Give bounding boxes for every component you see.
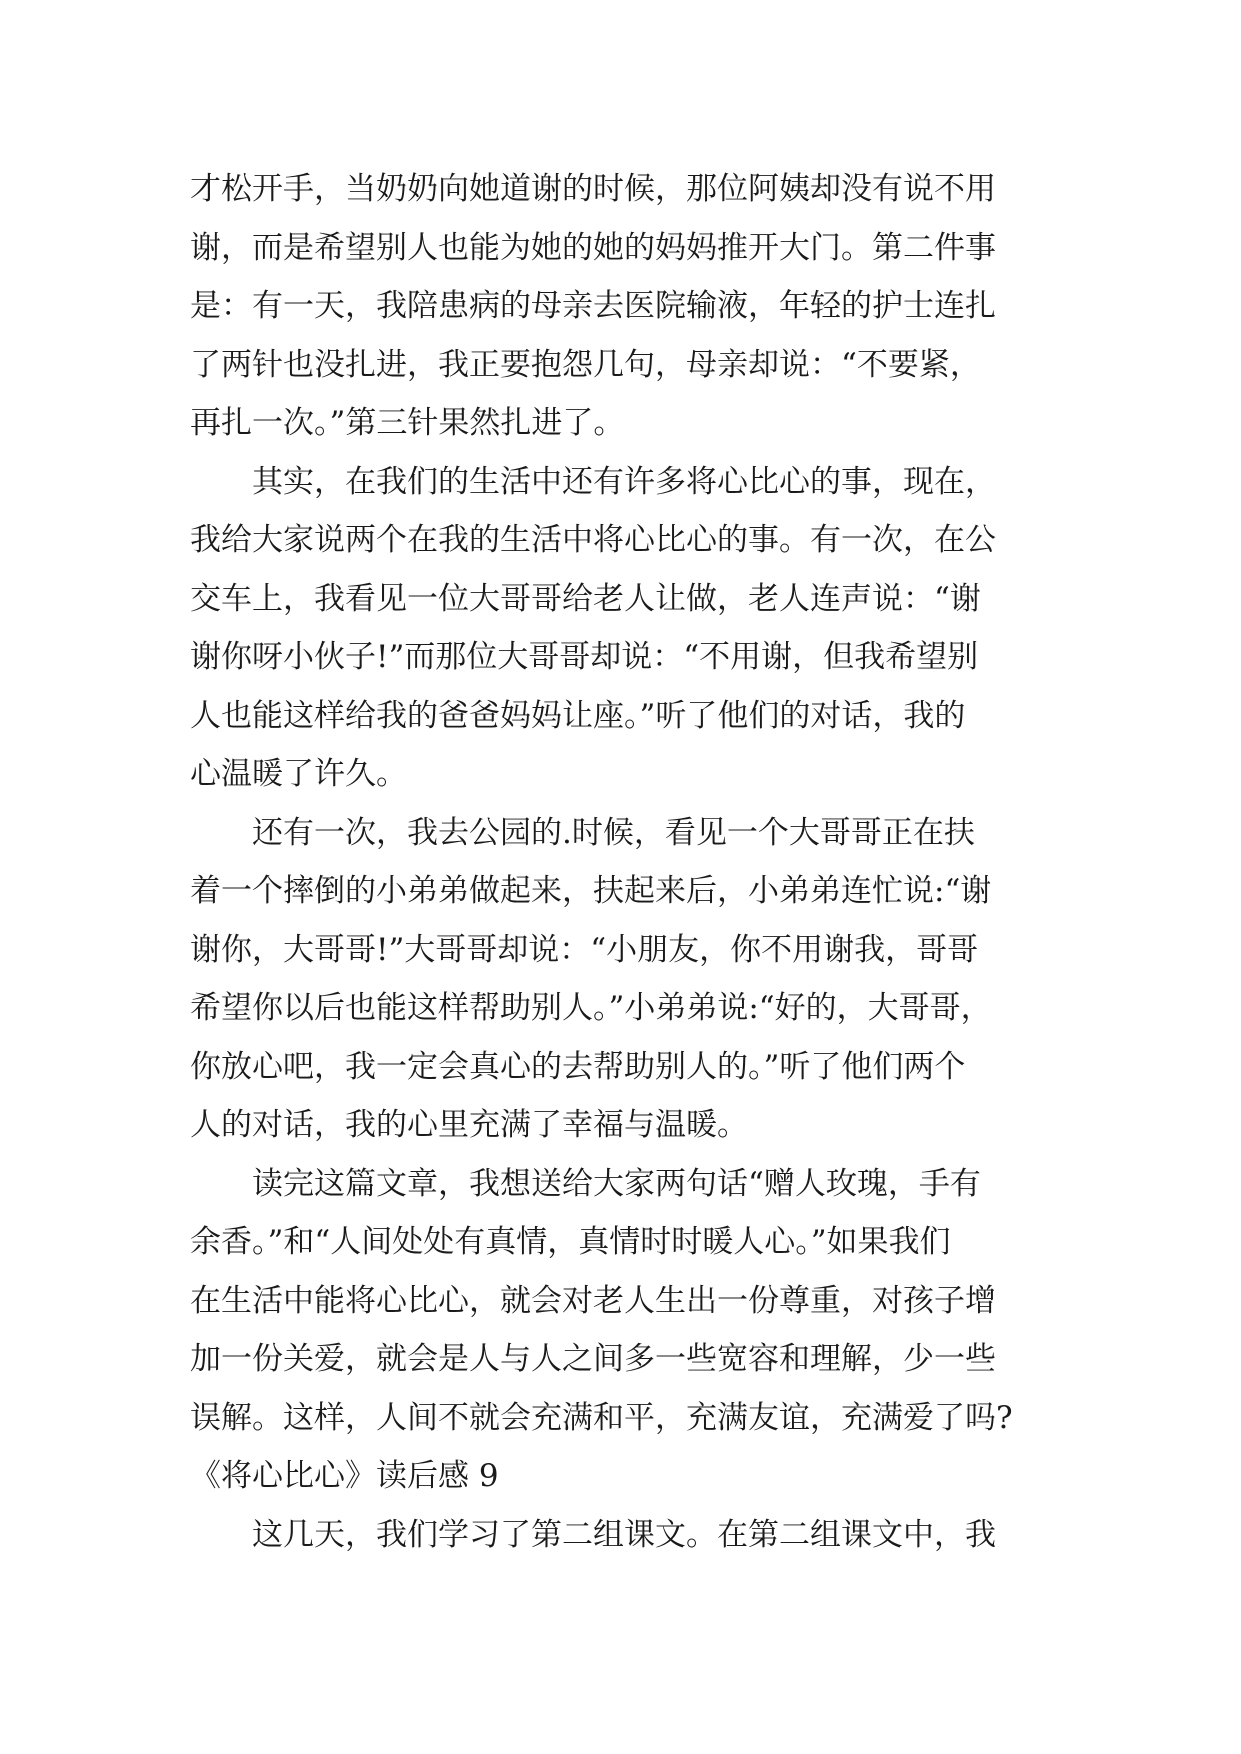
text-line: 交车上，我看见一位大哥哥给老人让做，老人连声说：“谢	[190, 580, 981, 617]
body-text	[190, 160, 1050, 1564]
text-line: 是：有一天，我陪患病的母亲去医院输液，年轻的护士连扎	[190, 288, 996, 324]
text-line: 才松开手，当奶奶向她道谢的时候，那位阿姨却没有说不用	[190, 171, 996, 207]
text-line: 希望你以后也能这样帮助别人。”小弟弟说:“好的，大哥哥，	[190, 990, 992, 1026]
text-line: 谢你，大哥哥!”大哥哥却说：“小朋友，你不用谢我，哥哥	[190, 931, 979, 968]
text-line: 你放心吧，我一定会真心的去帮助别人的。”听了他们两个	[190, 1048, 966, 1085]
text-line: 余香。”和“人间处处有真情，真情时时暖人心。”如果我们	[190, 1224, 951, 1260]
text-line: 着一个摔倒的小弟弟做起来，扶起来后，小弟弟连忙说:“谢	[190, 873, 992, 909]
text-line: 再扎一次。”第三针果然扎进了。	[190, 405, 625, 441]
text-line: 谢你呀小伙子!”而那位大哥哥却说：“不用谢，但我希望别	[190, 639, 979, 675]
text-line: 人也能这样给我的爸爸妈妈让座。”听了他们的对话，我的	[190, 697, 966, 734]
text-line: 在生活中能将心比心，就会对老人生出一份尊重，对孩子增	[190, 1282, 996, 1319]
text-line: 误解。这样，人间不就会充满和平，充满友谊，充满爱了吗?	[190, 1399, 1013, 1436]
text-line: 人的对话，我的心里充满了幸福与温暖。	[190, 1107, 748, 1143]
text-line: 心温暖了许久。	[190, 756, 407, 792]
text-line: 了两针也没扎进，我正要抱怨几句，母亲却说：“不要紧，	[190, 346, 981, 383]
text-line: 我给大家说两个在我的生活中将心比心的事。有一次，在公	[190, 522, 996, 558]
text-line: 这几天，我们学习了第二组课文。在第二组课文中，我	[190, 1516, 996, 1553]
text-line: 其实，在我们的生活中还有许多将心比心的事，现在，	[190, 463, 996, 500]
text-line: 加一份关爱，就会是人与人之间多一些宽容和理解，少一些	[190, 1341, 996, 1377]
section-heading: 《将心比心》读后感 9	[190, 1458, 499, 1494]
text-line: 谢，而是希望别人也能为她的她的妈妈推开大门。第二件事	[190, 229, 996, 266]
text-line: 还有一次，我去公园的.时候，看见一个大哥哥正在扶	[190, 814, 975, 851]
text-line: 读完这篇文章，我想送给大家两句话“赠人玫瑰，手有	[190, 1165, 981, 1202]
